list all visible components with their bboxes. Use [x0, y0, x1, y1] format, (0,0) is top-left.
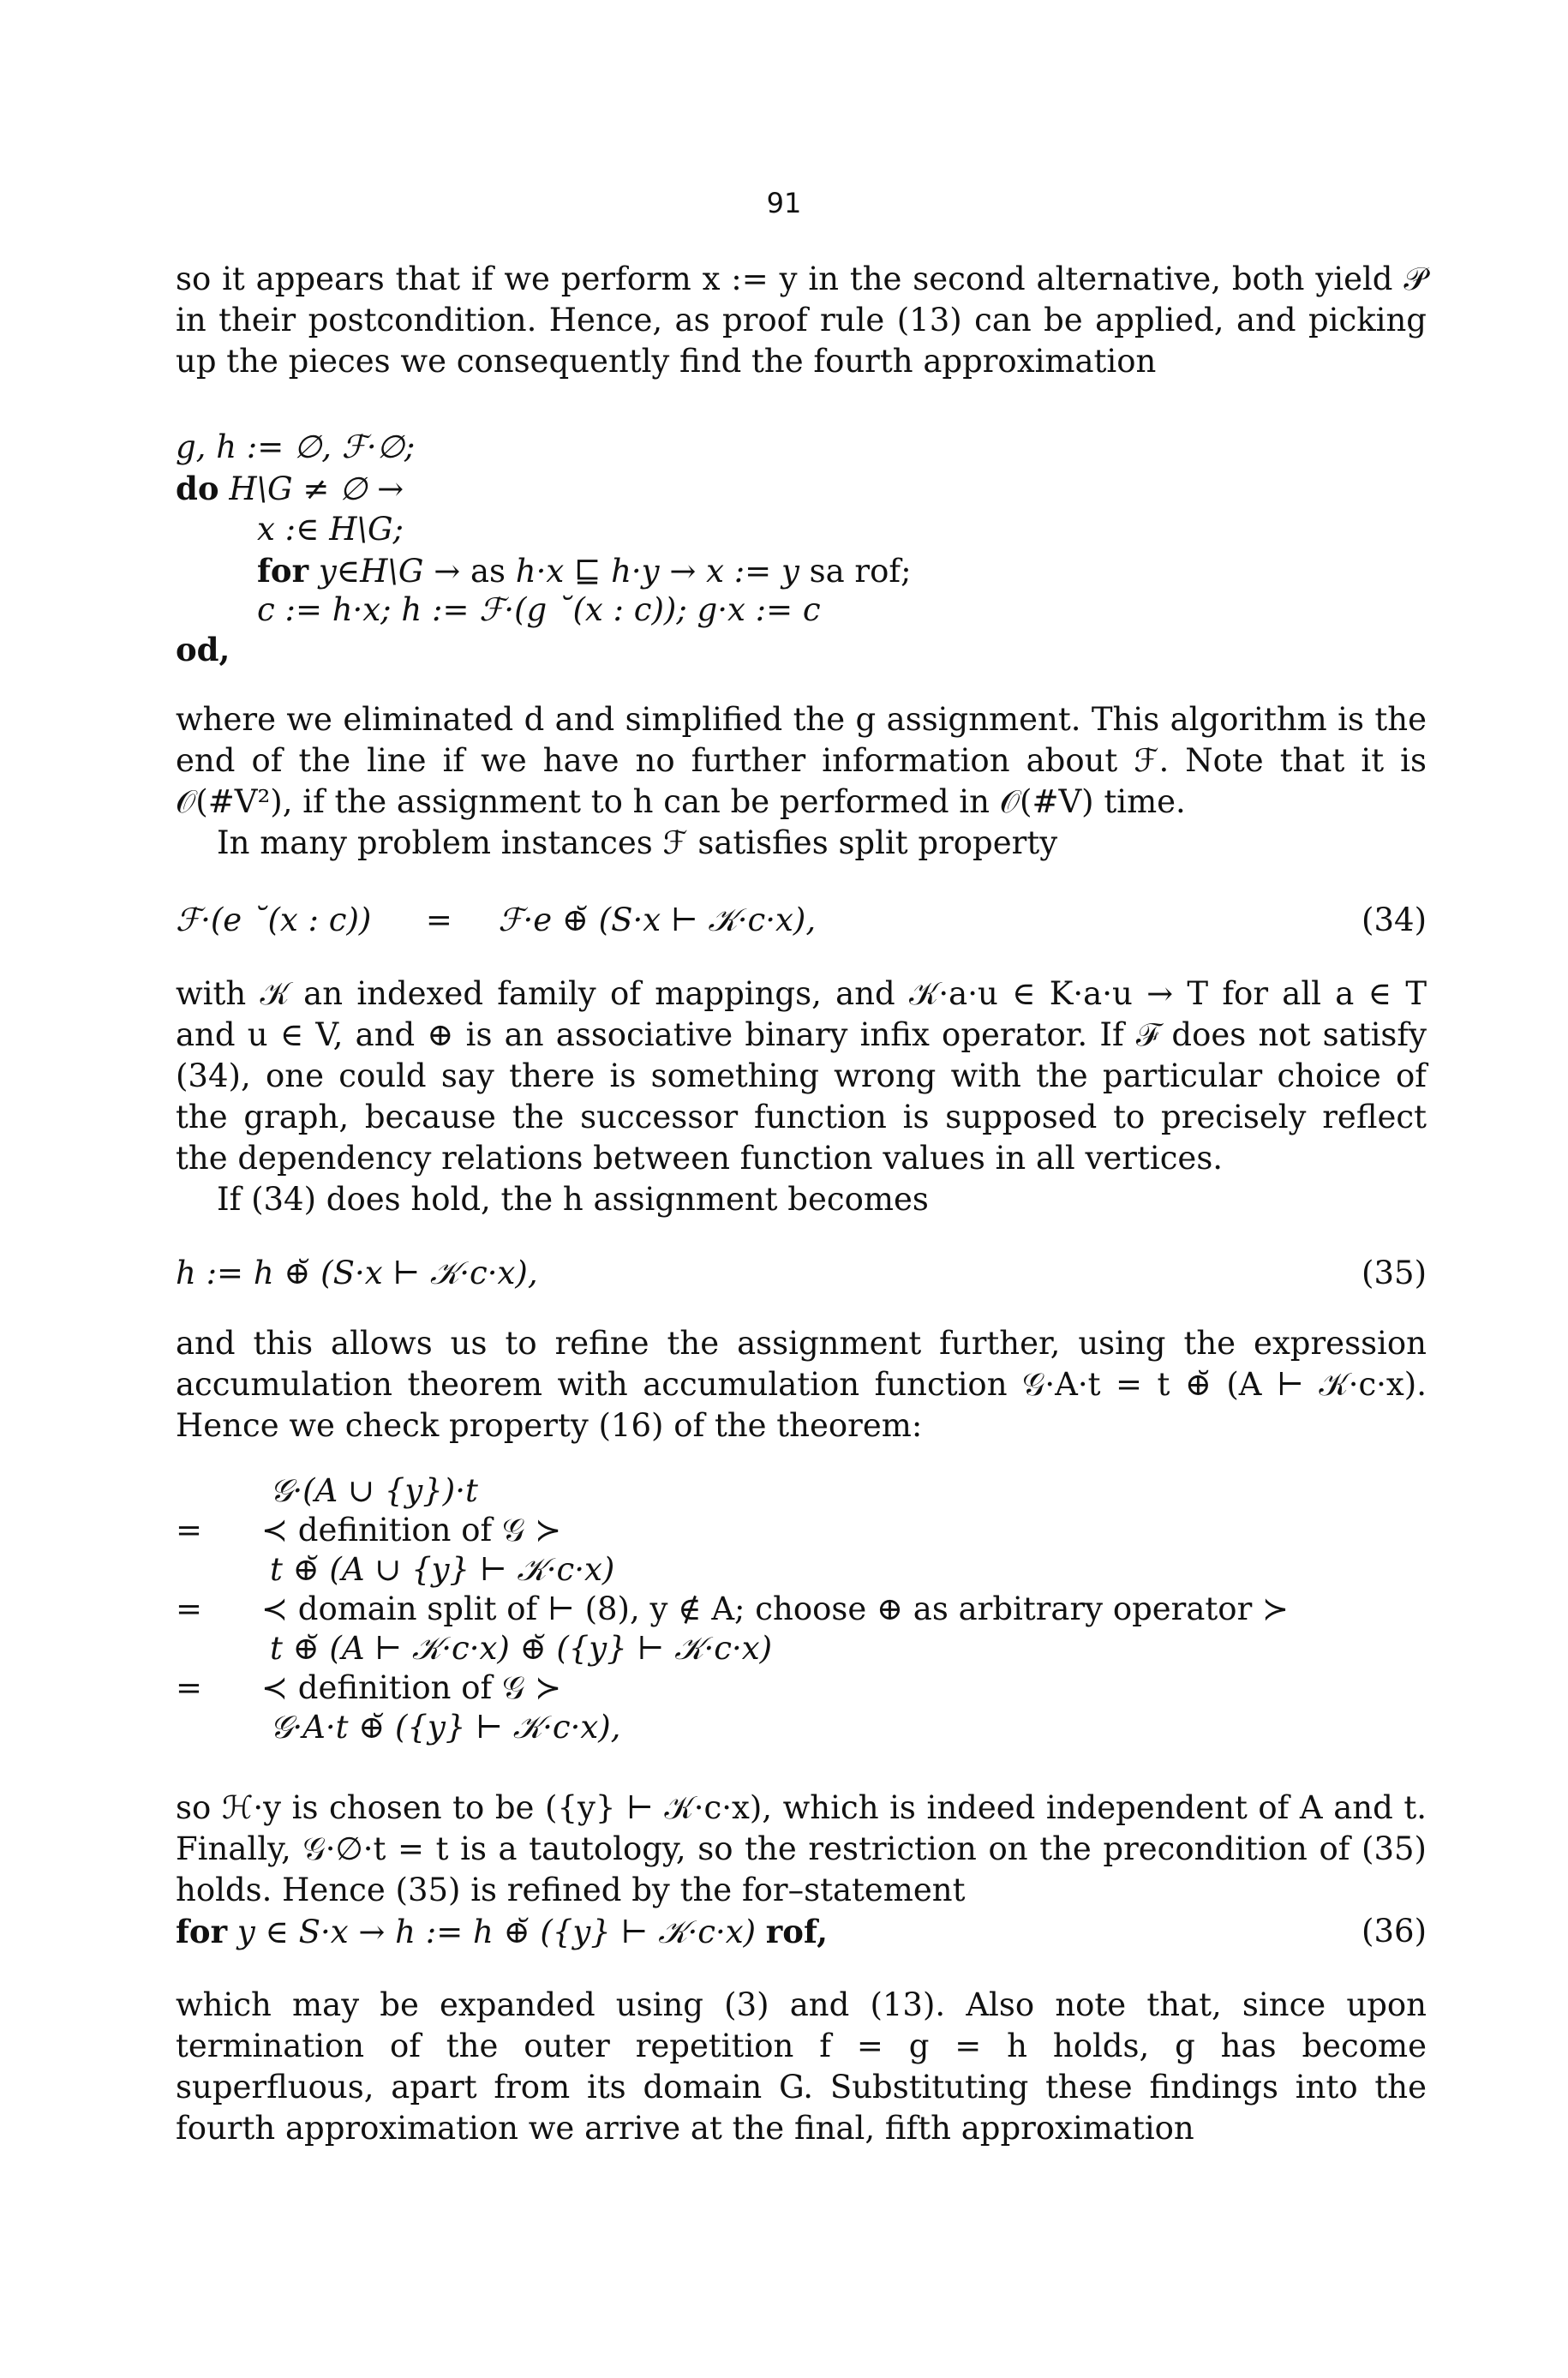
as-keyword: as	[470, 553, 506, 590]
calc-operator: =	[176, 1590, 203, 1627]
sa-rof-keyword: sa rof;	[809, 553, 912, 590]
as-body: h·x ⊑ h·y → x := y	[515, 553, 799, 590]
paragraph-text: In many problem instances ℱ satisfies split property	[217, 824, 1058, 861]
calc-expression: t ⊕̆ (A ∪ {y} ⊢ 𝒦·c·x)	[270, 1551, 615, 1588]
calc-operator: =	[176, 1669, 203, 1706]
paragraph-accumulation	[176, 1323, 1427, 1447]
calc-expression: 𝒢·A·t ⊕̆ ({y} ⊢ 𝒦·c·x),	[270, 1709, 621, 1746]
equation-expr: h := h ⊕̆ (S·x ⊢ 𝒦·c·x),	[176, 1255, 538, 1291]
paragraph-text: so ℋ·y is chosen to be ({y} ⊢ 𝒦·c·x), which is indeed independent of A and t. Finally, 𝒢·∅·t = t is a tautology, so the restriction on the precondition of (35) holds. Hence (35) is refined by the for–statement	[176, 1789, 1427, 1908]
page-number: 91	[766, 187, 802, 219]
calc-step	[176, 1512, 1427, 1551]
equation-number: (36)	[1362, 1913, 1427, 1950]
program-line-5: c := h·x; h := ℱ·(g ˘(x : c)); g·x := c	[257, 591, 821, 628]
paragraph-eliminated	[176, 699, 1427, 823]
program-line-4	[257, 552, 912, 590]
od-keyword: od,	[176, 631, 230, 668]
for-keyword: for	[176, 1913, 228, 1950]
equation-expr: y ∈ S·x → h := h ⊕̆ ({y} ⊢ 𝒦·c·x)	[236, 1914, 757, 1950]
program-line-2	[176, 470, 404, 507]
program-line-3: x :∈ H\G;	[257, 511, 404, 548]
paragraph-indexed-family	[176, 973, 1427, 1179]
equation-36	[176, 1913, 1427, 1951]
calc-step	[176, 1472, 1427, 1512]
paragraph-text: with 𝒦 an indexed family of mappings, and 𝒦·a·u ∈ K·a·u → T for all a ∈ T and u ∈ V, and ⊕ is an associative binary infix operator. If ℱ does not satisfy (34), one could say there is something wrong with the particular choice of the graph, because the successor function is supposed to precisely reflect the dependency relations between function values in all vertices.	[176, 975, 1427, 1177]
equation-rhs: ℱ·e ⊕̆ (S·x ⊢ 𝒦·c·x),	[498, 901, 817, 938]
calc-hint: ≺ definition of 𝒢 ≻	[261, 1669, 562, 1706]
paragraph-finally	[176, 1788, 1427, 1911]
calc-step	[176, 1669, 1427, 1709]
calc-hint: ≺ domain split of ⊢ (8), y ∉ A; choose ⊕ as arbitrary operator ≻	[261, 1590, 1290, 1627]
calc-step	[176, 1590, 1427, 1630]
calc-expression: t ⊕̆ (A ⊢ 𝒦·c·x) ⊕̆ ({y} ⊢ 𝒦·c·x)	[270, 1630, 773, 1667]
paragraph-h-assignment	[176, 1179, 1427, 1220]
do-keyword: do	[176, 470, 219, 507]
calc-expression: 𝒢·(A ∪ {y})·t	[270, 1472, 478, 1509]
equation-number: (35)	[1362, 1255, 1427, 1291]
program-line-6	[176, 631, 230, 668]
calc-hint: ≺ definition of 𝒢 ≻	[261, 1512, 562, 1548]
paragraph-text: If (34) does hold, the h assignment becomes	[217, 1181, 929, 1218]
equation-relation: =	[425, 901, 452, 938]
paragraph-text: and this allows us to refine the assignment further, using the expression accumulation theorem with accumulation function 𝒢·A·t = t ⊕̆ (A ⊢ 𝒦·c·x). Hence we check property (16) of the theorem:	[176, 1325, 1427, 1444]
paragraph-expanded	[176, 1985, 1427, 2149]
equation-number: (34)	[1362, 901, 1427, 938]
paragraph-text: which may be expanded using (3) and (13). Also note that, since upon termination of the outer repetition f = g = h holds, g has become superfluous, apart from its domain G. Substituting these findings into the fourth approximation we arrive at the final, fifth approximation	[176, 1986, 1427, 2147]
calculation	[176, 1472, 1427, 1748]
paragraph-intro	[176, 259, 1427, 382]
loop-guard: H\G ≠ ∅ →	[229, 470, 404, 507]
paragraph-split-property	[176, 823, 1427, 864]
paragraph-text: where we eliminated d and simplified the g assignment. This algorithm is the end of the line if we have no further information about ℱ. Note that it is 𝒪(#V²), if the assignment to h can be performed in 𝒪(#V) time.	[176, 701, 1427, 820]
for-range: y∈H\G →	[318, 553, 461, 590]
rof-keyword: rof,	[765, 1913, 828, 1950]
equation-34	[176, 901, 1427, 939]
calc-step	[176, 1551, 1427, 1590]
program-line-1: g, h := ∅, ℱ·∅;	[176, 428, 416, 465]
calc-step	[176, 1709, 1427, 1748]
calc-step	[176, 1630, 1427, 1669]
equation-lhs: ℱ·(e ˘(x : c))	[176, 901, 372, 938]
calc-operator: =	[176, 1512, 203, 1548]
equation-35	[176, 1255, 1427, 1292]
for-keyword: for	[257, 552, 309, 590]
paragraph-text: so it appears that if we perform x := y in the second alternative, both yield 𝒫 in their postcondition. Hence, as proof rule (13) can be applied, and picking up the pieces we consequently find the fourth approximation	[176, 261, 1427, 380]
